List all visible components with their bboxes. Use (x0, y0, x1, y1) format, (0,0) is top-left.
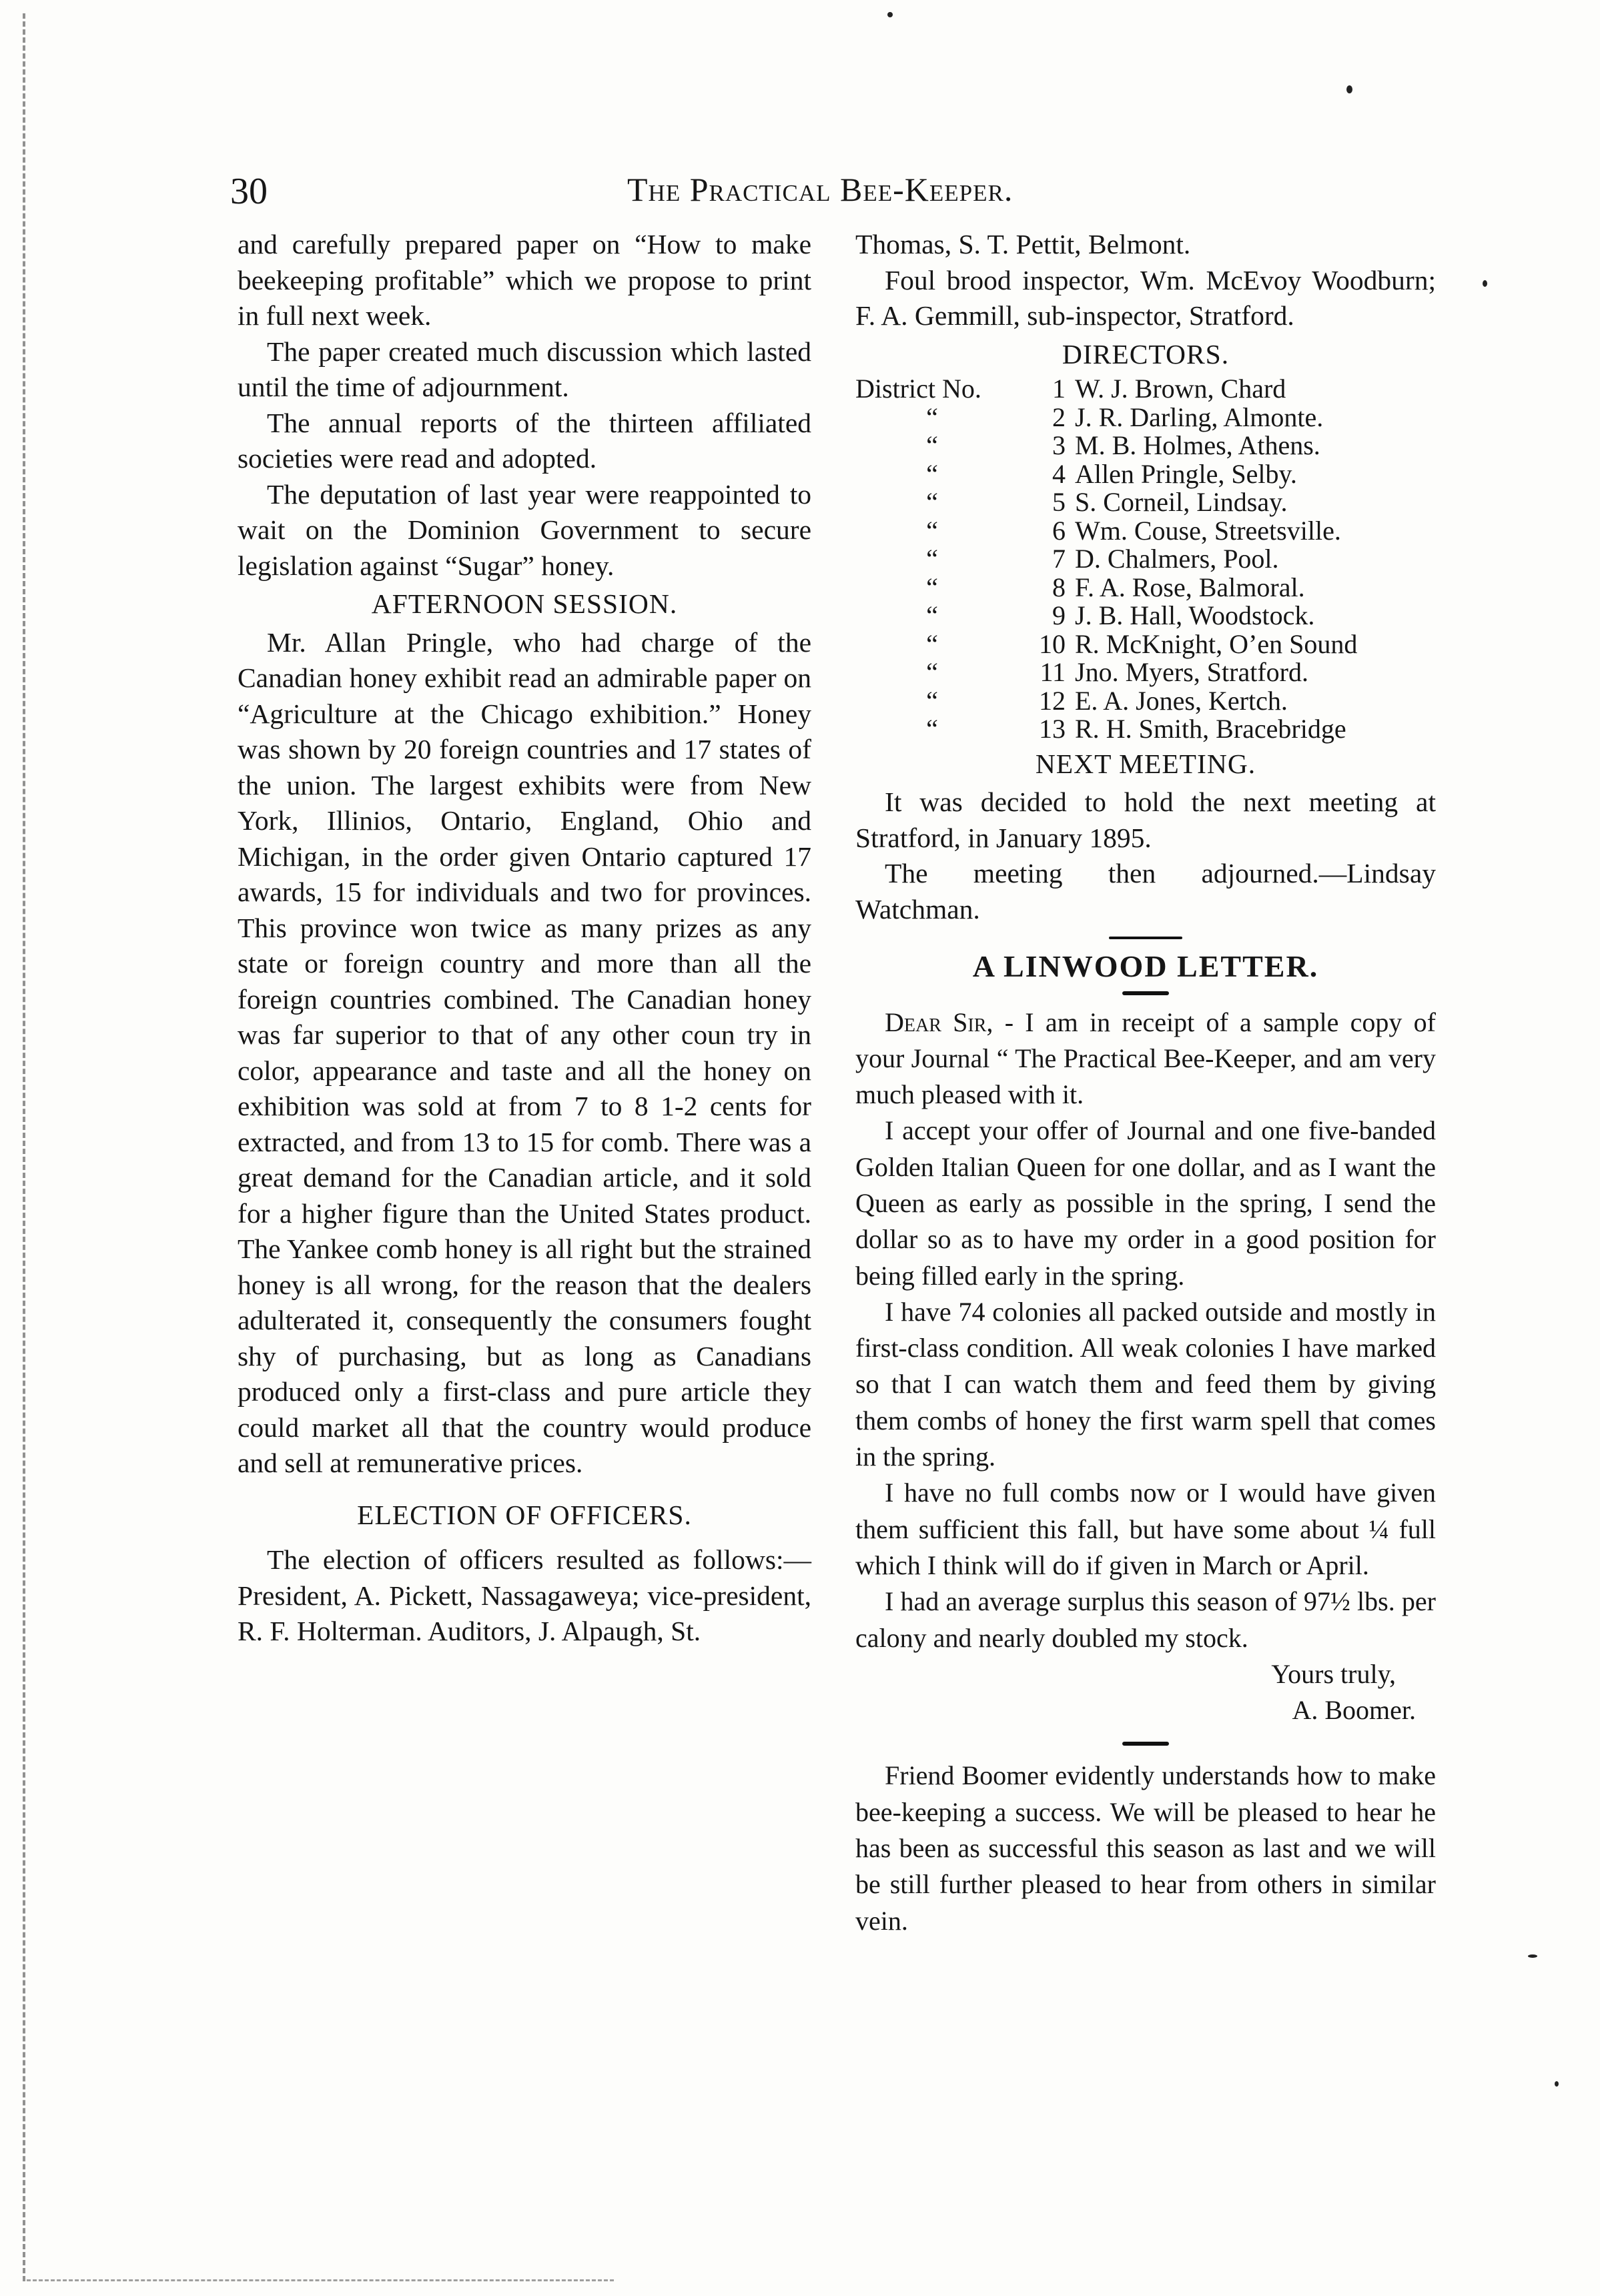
article-title: A LINWOOD LETTER. (972, 949, 1319, 983)
letter-signature: A. Boomer. (1292, 1695, 1416, 1726)
directors-row: “ 2 J. R. Darling, Almonte. (926, 402, 1324, 432)
paragraph: The paper created much discussion which lasted until the time of adjournment. (238, 336, 811, 402)
scan-speck (887, 12, 893, 17)
paragraph: I had an average surplus this season of 97½ lbs. per calony and nearly doubled my stock. (855, 1586, 1436, 1653)
section-heading-next-meeting: NEXT MEETING. (1035, 748, 1256, 779)
right-column (855, 227, 1436, 1939)
directors-row: “ 12 E. A. Jones, Kertch. (926, 685, 1288, 716)
directors-row: “ 8 F. A. Rose, Balmoral. (926, 572, 1305, 602)
paragraph: The deputation of last year were reappointed to wait on the Dominion Government to secure legislation against “Sugar” honey. (238, 478, 811, 581)
directors-row: “ 7 D. Chalmers, Pool. (926, 544, 1279, 574)
paragraph: Mr. Allan Pringle, who had charge of the Canadian honey exhibit read an admirable paper on “Agriculture at the Chicago exhibition.” Honey was shown by 20 foreign countries and 17 states of the union. The largest exhibits were from New York, Illinios, Ontario, England, Ohio and Michigan, in the order given Ontario captured 17 awards, 15 for individuals and two for provinces. This province won twice as many prizes as any state or foreign country and more than all the foreign countries combined. The Canadian honey was far superior to that of any other coun try in color, appearance and taste and all the honey on exhibition was sold at from 7 to 8 1-2 cents for extracted, and from 13 to 15 for comb. There was a great demand for the Canadian article, and it sold for a higher figure than the United States product. The Yankee comb honey is all right but the strained honey is all wrong, for the reason that the dealers adulterated it, consequently the consumers fought shy of purchasing, but as long as Canadians produced only a first-class and pure article they could market all that the country would produce and sell at remunerative prices. (238, 626, 811, 1478)
scan-speck (1483, 280, 1487, 287)
paragraph: It was decided to hold the next meeting at Stratford, in January 1895. (855, 786, 1436, 853)
scan-speck (1555, 2081, 1559, 2087)
directors-row: “ 9 J. B. Hall, Woodstock. (926, 600, 1315, 630)
paragraph: The annual reports of the thirteen affiliated societies were read and adopted. (238, 407, 811, 474)
left-column (238, 227, 811, 1650)
scan-edge-left (23, 13, 29, 2281)
paragraph (855, 1005, 1436, 1113)
directors-row: “ 5 S. Corneil, Lindsay. (926, 487, 1288, 517)
paragraph: Foul brood inspector, Wm. McEvoy Woodburn; F. A. Gemmill, sub-inspector, Stratford. (855, 264, 1436, 331)
directors-list (855, 375, 1436, 744)
letter-salutation: Dear Sir, (885, 1007, 993, 1037)
paragraph: Thomas, S. T. Pettit, Belmont. (855, 229, 1191, 259)
paragraph: I have 74 colonies all packed outside and mostly in first-class condition. All weak colonies I have marked so that I can watch them and feed them by giving them combs of honey the first warm spell that comes in the spring. (855, 1296, 1436, 1472)
running-title: The Practical Bee-Keeper. (627, 171, 1014, 208)
section-heading-afternoon: AFTERNOON SESSION. (371, 588, 678, 619)
letter-closing: Yours truly, (1271, 1658, 1396, 1689)
paragraph: and carefully prepared paper on “How to make beekeeping profitable” which we propose to print in full next week. (238, 229, 811, 331)
directors-row: “ 6 Wm. Couse, Streetsville. (926, 515, 1341, 546)
divider (1109, 937, 1182, 939)
page-header (230, 170, 1498, 217)
section-heading-directors: DIRECTORS. (1062, 338, 1230, 370)
paragraph: Friend Boomer evidently understands how to make bee-keeping a success. We will be pleased to hear he has been as successful this season as last and we will be still further pleased to hear from others in similar vein. (855, 1760, 1436, 1936)
divider (1122, 1742, 1169, 1746)
divider (1122, 991, 1169, 995)
scan-speck (1528, 1954, 1537, 1958)
paragraph: I have no full combs now or I would have given them sufficient this fall, but have some about ¼ full which I think will do if given in March or April. (855, 1478, 1436, 1580)
paragraph: The meeting then adjourned.—Lindsay Watchman. (855, 858, 1436, 925)
directors-row: “ 10 R. McKnight, O’en Sound (926, 628, 1358, 659)
directors-row: “ 11 Jno. Myers, Stratford. (926, 657, 1308, 687)
section-heading-election: ELECTION OF OFFICERS. (357, 1499, 692, 1530)
directors-row: District No. 1 W. J. Brown, Chard (855, 374, 1286, 404)
paragraph: The election of officers resulted as follows:—President, A. Pickett, Nassagaweya; vice-president, R. F. Holterman. Auditors, J. Alpaugh, St. (238, 1544, 811, 1646)
page-number: 30 (230, 171, 268, 212)
scan-edge-bottom (27, 2279, 614, 2281)
paragraph: I accept your offer of Journal and one five-banded Golden Italian Queen for one dollar, and as I want the Queen as early as possible in the spring, I send the dollar so as to have my order in a good position for being filled early in the spring. (855, 1115, 1436, 1291)
directors-row: “ 13 R. H. Smith, Bracebridge (926, 714, 1346, 744)
paragraph-text: - I am in receipt of a sample copy of your Journal “ The Practical Bee-Keeper, and am very much pleased with it. (855, 1007, 1436, 1110)
scan-speck (1346, 85, 1352, 93)
directors-row: “ 3 M. B. Holmes, Athens. (926, 430, 1320, 460)
directors-row: “ 4 Allen Pringle, Selby. (926, 458, 1297, 489)
